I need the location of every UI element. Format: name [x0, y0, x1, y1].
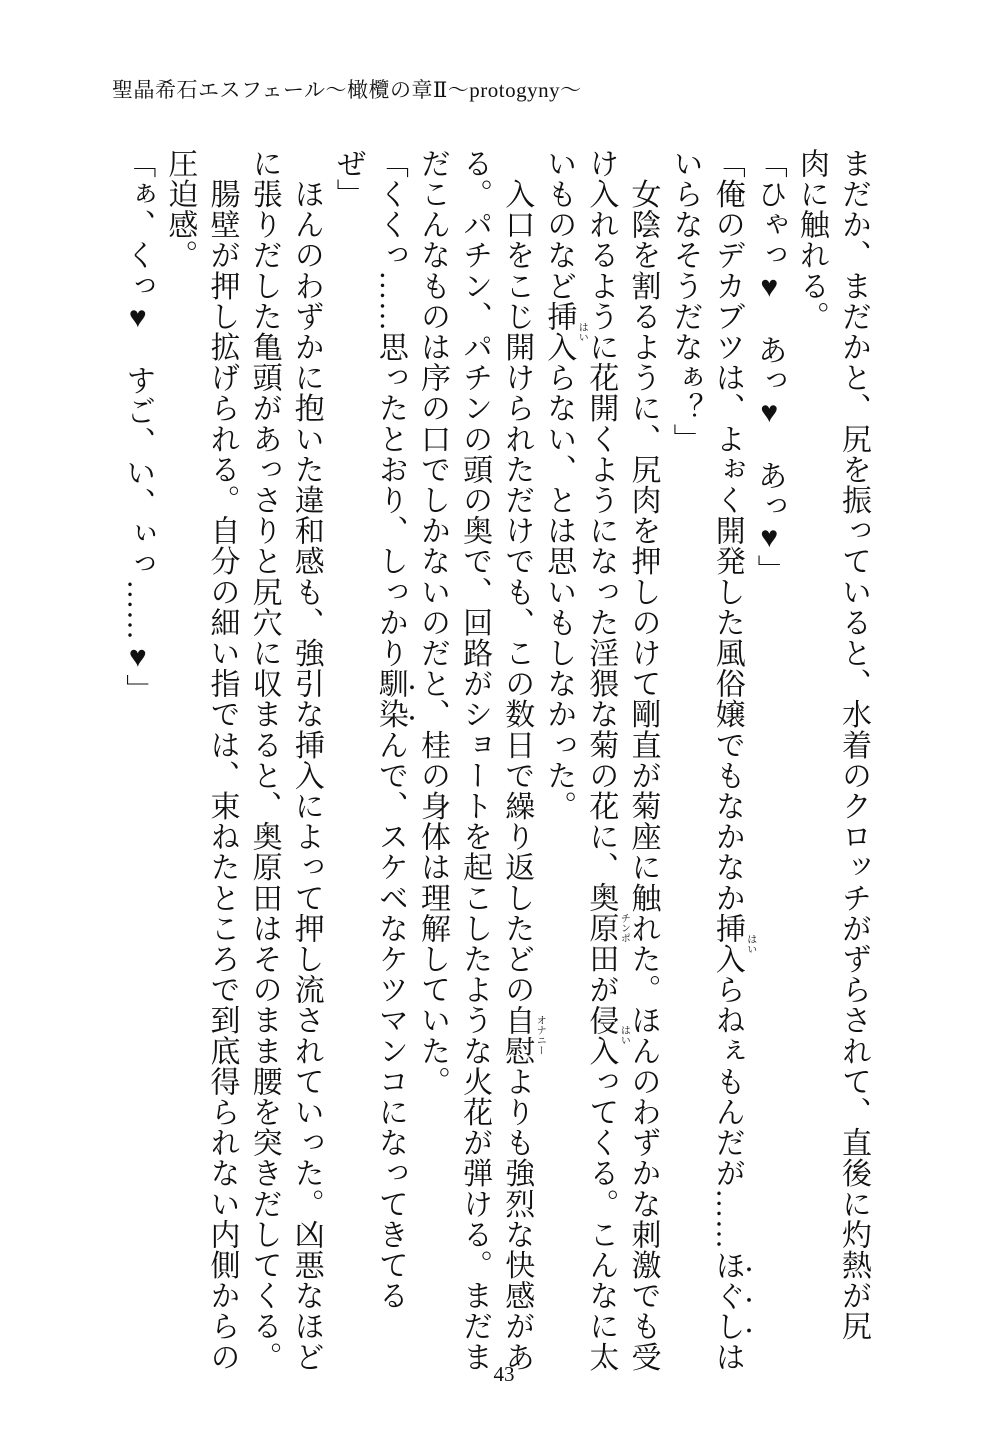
ruby-base: 挿入 [542, 301, 576, 363]
ruby-text: はい [618, 1025, 630, 1046]
text-segment: らない、とは思いもしなかった。 [542, 362, 576, 822]
text-column [832, 148, 874, 1368]
text-column [285, 148, 327, 1372]
text-column [622, 148, 664, 1372]
text-segment: 入口をこじ開けられただけでも、この数日で繰り返したどの [500, 148, 534, 1005]
text-segment: 女陰を割るように、尻肉を押しのけて剛直が菊座に触れた。ほんのわずかな刺激でも受 [626, 148, 660, 1372]
text-segment: ってくる。こんなに太 [584, 1066, 618, 1373]
ruby-annotation [710, 913, 756, 975]
text-segment: ぜ」 [331, 148, 365, 210]
text-segment: が [584, 974, 618, 1005]
text-column [327, 148, 369, 1368]
text-column [201, 148, 243, 1372]
text-segment: 肉に触れる。 [794, 148, 828, 332]
text-column [453, 148, 495, 1372]
text-segment: 腸壁が押し拡げられる。自分の細い指では、束ねたところで到底得られない内側からの [205, 148, 239, 1372]
text-column [664, 148, 706, 1368]
text-column [748, 148, 790, 1368]
text-segment: 「俺のデカブツは、よぉく開発した風俗嬢でもなかなか [710, 148, 744, 913]
ruby-base: 奥原田 [584, 882, 618, 975]
text-segment: 「ぁ、くっ♥ すご、い、ぃっ……♥」 [121, 148, 155, 705]
text-segment: 圧迫感。 [163, 148, 197, 271]
text-column [495, 148, 546, 1373]
text-column [369, 148, 411, 1368]
text-segment: は [710, 1341, 744, 1373]
text-column [411, 148, 453, 1368]
text-segment: いらなそうだなぁ？」 [668, 148, 702, 454]
text-segment: 「ひゃっ♥ あっ♥ あっ♥」 [752, 148, 786, 586]
emphasized-text: 馴染 [373, 668, 407, 730]
ruby-annotation [500, 1004, 546, 1067]
ruby-base: 侵入 [584, 1004, 618, 1067]
ruby-text: チンポ [618, 913, 630, 944]
text-column [706, 148, 756, 1373]
text-segment: よりも強烈な快感があ [500, 1066, 534, 1373]
ruby-base: 挿入 [710, 913, 744, 975]
text-segment: け入れるように花開くようになった淫猥な菊の花に、 [584, 148, 618, 883]
emphasized-text: ほぐし [710, 1249, 744, 1342]
text-segment: に張りだした亀頭があっさりと尻穴に収まると、奥原田はそのまま腰を突きだしてくる。 [247, 148, 281, 1372]
ruby-annotation [584, 882, 630, 975]
text-segment: だこんなものは序の口でしかないのだと、桂の身体は理解していた。 [416, 148, 449, 1097]
page-number: 43 [493, 1362, 515, 1386]
text-segment: ほんのわずかに抱いた違和感も、強引な挿入によって押し流されていった。凶悪なほど [289, 148, 323, 1372]
text-segment: まだか、まだかと、尻を振っていると、水着のクロッチがずらされて、直後に灼熱が尻 [837, 148, 870, 1342]
running-header: 聖晶希石エスフェール〜橄欖の章Ⅱ〜protogyny〜 [112, 78, 582, 102]
ruby-text: はい [744, 933, 756, 954]
ruby-annotation [542, 301, 588, 363]
text-column [158, 148, 200, 1368]
text-segment: 「くくっ……思ったとおり、しっかり [373, 148, 407, 669]
text-segment: いものなど [542, 148, 576, 301]
text-column [537, 148, 588, 1368]
ruby-text: はい [576, 321, 588, 342]
ruby-text: オナニー [534, 1015, 546, 1056]
ruby-base: 自慰 [500, 1004, 534, 1067]
ruby-annotation [584, 1004, 630, 1067]
text-column [116, 148, 158, 1368]
text-column [790, 148, 832, 1368]
text-segment: る。パチン、パチンの頭の奥で、回路がショートを起こしたような火花が弾ける。まだま [458, 148, 492, 1372]
text-segment: らねぇもんだが…… [710, 974, 744, 1250]
text-segment: んで、スケベなケツマンコになってきてる [373, 729, 407, 1311]
text-column [243, 148, 285, 1372]
